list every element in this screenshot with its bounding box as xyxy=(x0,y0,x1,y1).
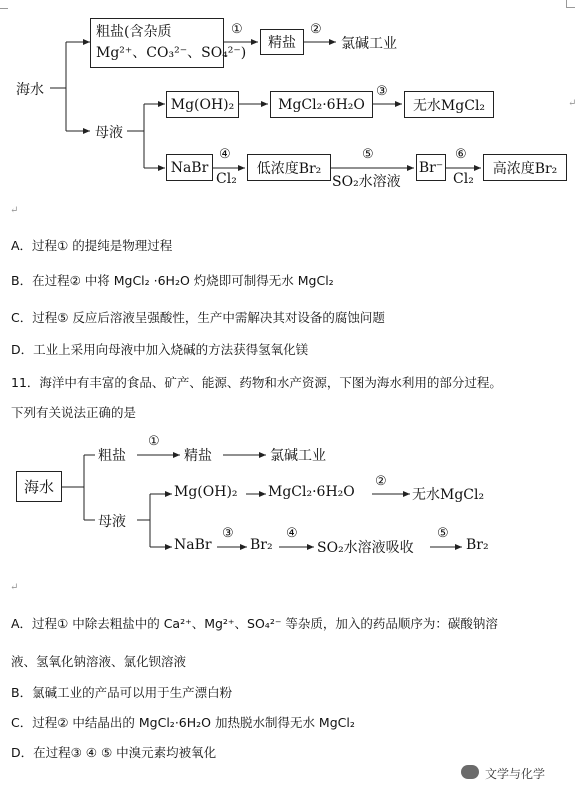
q11-stem-line2: 下列有关说法正确的是 xyxy=(11,405,137,420)
seawater-box: 海水 xyxy=(16,471,62,502)
page-corner-mark xyxy=(566,0,575,8)
mgoh2-label: Mg(OH)₂ xyxy=(174,484,238,500)
wechat-icon xyxy=(461,765,479,779)
step-3-label: ③ xyxy=(222,526,234,541)
br2-intermediate-label: Br₂ xyxy=(250,537,273,553)
q11-option-b: B．氯碱工业的产品可以用于生产漂白粉 xyxy=(11,685,233,700)
crude-salt-impurities: Mg²⁺、CO₃²⁻、SO₄²⁻) xyxy=(96,45,247,61)
q10-option-a: A．过程① 的提纯是物理过程 xyxy=(11,238,173,253)
seawater-label: 海水 xyxy=(16,82,44,98)
crude-salt-box xyxy=(90,18,247,68)
step-2-label: ② xyxy=(310,22,322,37)
so2-absorb-label: SO₂水溶液吸收 xyxy=(317,540,414,556)
step-5-label: ⑤ xyxy=(362,147,374,162)
paragraph-mark: ↵ xyxy=(568,98,577,109)
crude-salt-label: 粗盐(含杂质 xyxy=(96,24,172,40)
bromide-ion-box: Br⁻ xyxy=(416,154,446,181)
step-4-label: ④ xyxy=(286,526,298,541)
step-2-label: ② xyxy=(375,474,387,489)
high-br2-box: 高浓度Br₂ xyxy=(483,154,567,181)
mgoh2-box: Mg(OH)₂ xyxy=(166,91,239,118)
watermark-text: 文学与化学 xyxy=(485,767,546,781)
nabr-box: NaBr xyxy=(166,154,213,181)
q10-option-b: B．在过程② 中将 MgCl₂ ·6H₂O 灼烧即可制得无水 MgCl₂ xyxy=(11,273,334,288)
refined-salt-box: 精盐 xyxy=(260,29,304,55)
step-4-label: ④ xyxy=(219,147,231,162)
chlor-alkali-label: 氯碱工业 xyxy=(270,448,326,464)
step-1-label: ① xyxy=(231,22,243,37)
q11-option-d: D．在过程③ ④ ⑤ 中溴元素均被氧化 xyxy=(11,745,217,760)
mother-liquor-label: 母液 xyxy=(95,125,123,141)
mgcl2-hydrate-label: MgCl₂·6H₂O xyxy=(268,484,355,500)
paragraph-mark: ↵ xyxy=(10,205,19,216)
q10-option-d: D．工业上采用向母液中加入烧碱的方法获得氢氧化镁 xyxy=(11,342,309,357)
q11-option-a-cont: 液、氢氧化钠溶液、氯化钡溶液 xyxy=(11,654,187,669)
nabr-label: NaBr xyxy=(174,537,212,553)
so2-solution-reagent: SO₂水溶液 xyxy=(332,174,401,190)
q10-option-c: C．过程⑤ 反应后溶液呈强酸性，生产中需解决其对设备的腐蚀问题 xyxy=(11,310,385,325)
q11-option-c: C．过程② 中结晶出的 MgCl₂·6H₂O 加热脱水制得无水 MgCl₂ xyxy=(11,715,355,730)
step-5-label: ⑤ xyxy=(437,526,449,541)
q11-stem-line1: 11．海洋中有丰富的食品、矿产、能源、药物和水产资源，下图为海水利用的部分过程。 xyxy=(11,375,502,390)
step-3-label: ③ xyxy=(376,84,388,99)
mother-liquor-label: 母液 xyxy=(98,514,126,530)
cl2-reagent-a: Cl₂ xyxy=(216,171,237,187)
br2-final-label: Br₂ xyxy=(466,537,489,553)
step-6-label: ⑥ xyxy=(455,147,467,162)
chlor-alkali-label: 氯碱工业 xyxy=(341,36,397,52)
anhydrous-mgcl2-box: 无水MgCl₂ xyxy=(404,91,494,118)
low-br2-box: 低浓度Br₂ xyxy=(247,154,331,181)
refined-salt-label: 精盐 xyxy=(184,448,212,464)
cl2-reagent-b: Cl₂ xyxy=(453,171,474,187)
page-corner-mark xyxy=(0,0,8,9)
q11-option-a: A．过程① 中除去粗盐中的 Ca²⁺、Mg²⁺、SO₄²⁻ 等杂质，加入的药品顺序为：碳酸钠溶 xyxy=(11,616,498,631)
crude-salt-label: 粗盐 xyxy=(98,448,126,464)
paragraph-mark: ↵ xyxy=(10,582,19,593)
anhydrous-mgcl2-label: 无水MgCl₂ xyxy=(412,487,485,503)
step-1-label: ① xyxy=(148,434,160,449)
mgcl2-hydrate-box: MgCl₂·6H₂O xyxy=(270,91,373,118)
